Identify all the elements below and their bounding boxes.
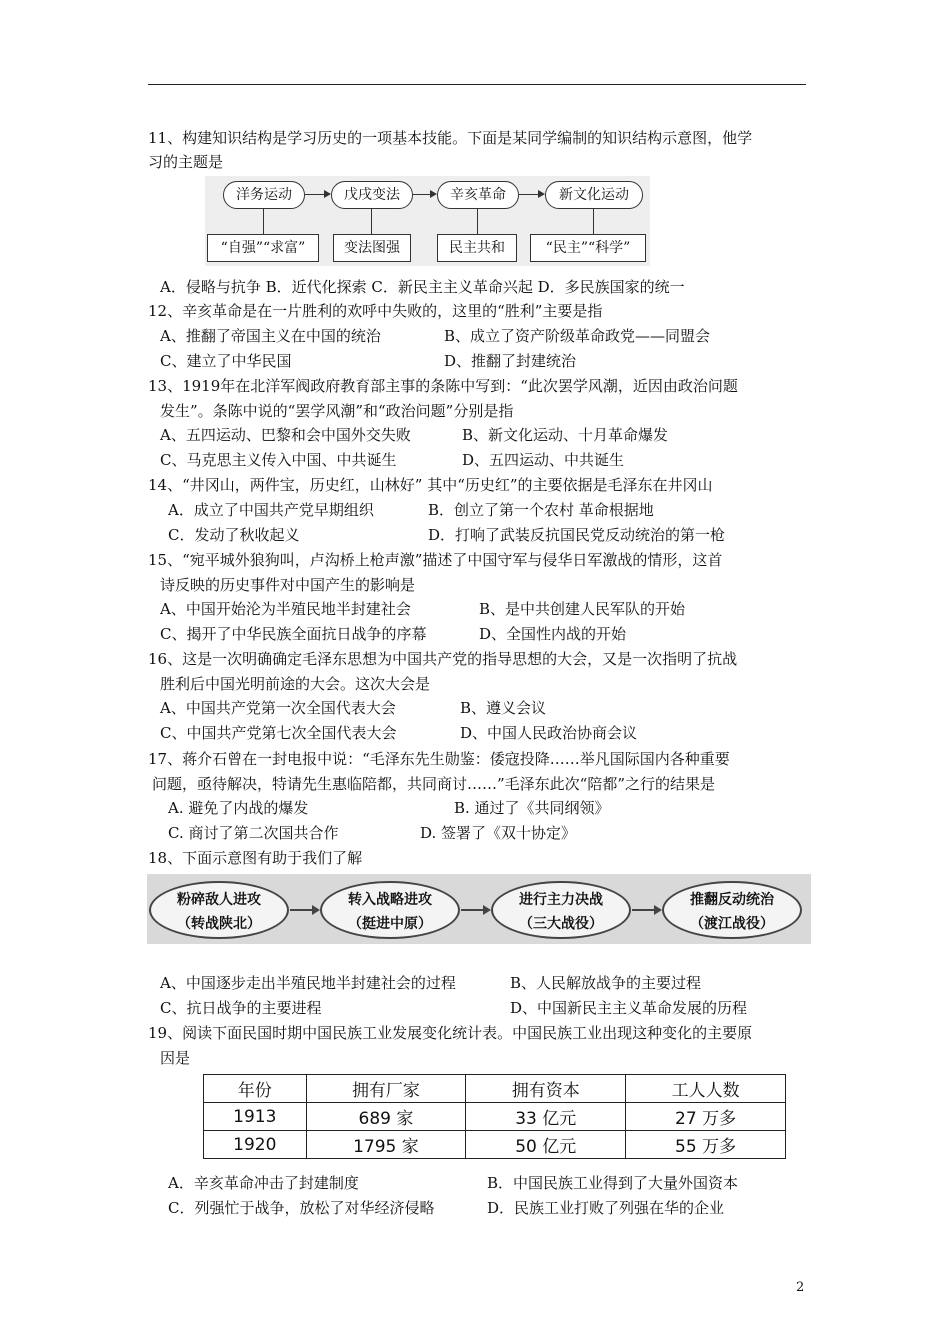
arrow-right-icon bbox=[632, 909, 660, 911]
q17-stem: 17、蒋介石曾在一封电报中说：“毛泽东先生勋鉴：倭寇投降……举凡国际国内各种重要 bbox=[148, 750, 730, 768]
q13-stem: 13、1919年在北洋军阀政府教育部主事的条陈中写到：“此次罢学风潮，近因由政治问题 bbox=[148, 377, 738, 395]
q19-option-a: A．辛亥革命冲击了封建制度 bbox=[168, 1174, 359, 1192]
table-cell: 50 亿元 bbox=[466, 1131, 626, 1159]
connector-line bbox=[371, 209, 372, 234]
table-cell: 1913 bbox=[204, 1103, 307, 1131]
diagram-box: 变法图强 bbox=[333, 234, 411, 262]
stage-oval bbox=[491, 881, 631, 939]
q11-knowledge-diagram bbox=[205, 176, 650, 266]
q13-option-d: D、五四运动、中共诞生 bbox=[462, 451, 625, 469]
q15-option-d: D、全国性内战的开始 bbox=[479, 625, 627, 643]
col-header: 工人人数 bbox=[626, 1075, 786, 1103]
q12-option-d: D、推翻了封建统治 bbox=[444, 352, 577, 370]
stage-oval bbox=[149, 881, 289, 939]
arrow-right-icon bbox=[413, 194, 435, 195]
q14-option-c: C．发动了秋收起义 bbox=[168, 526, 300, 544]
table-cell: 1920 bbox=[204, 1131, 307, 1159]
diagram-node: 新文化运动 bbox=[545, 181, 643, 209]
q18-war-process-diagram bbox=[147, 874, 811, 944]
q13-stem-cont: 发生”。条陈中说的“罢学风潮”和“政治问题”分别是指 bbox=[160, 402, 514, 420]
q12-option-a: A、推翻了帝国主义在中国的统治 bbox=[160, 327, 381, 345]
stage-title: 转入战略进攻 bbox=[348, 892, 432, 908]
table-cell: 55 万多 bbox=[626, 1131, 786, 1159]
q17-option-b: B. 通过了《共同纲领》 bbox=[454, 799, 610, 817]
q11-stem-cont: 习的主题是 bbox=[148, 153, 224, 171]
industry-stats-table bbox=[203, 1074, 786, 1159]
q13-option-b: B、新文化运动、十月革命爆发 bbox=[462, 426, 669, 444]
table-row bbox=[204, 1131, 786, 1159]
q12-option-c: C、建立了中华民国 bbox=[160, 352, 292, 370]
stage-subtitle: （挺进中原） bbox=[348, 916, 432, 932]
stage-subtitle: （渡江战役） bbox=[690, 916, 774, 932]
q19-option-b: B．中国民族工业得到了大量外国资本 bbox=[487, 1174, 739, 1192]
table-cell: 1795 家 bbox=[306, 1131, 466, 1159]
q16-stem-cont: 胜利后中国光明前途的大会。这次大会是 bbox=[160, 675, 431, 693]
table-header-row bbox=[204, 1075, 786, 1103]
stage-oval bbox=[662, 881, 802, 939]
q16-option-b: B、遵义会议 bbox=[460, 699, 547, 717]
q14-option-d: D．打响了武装反抗国民党反动统治的第一枪 bbox=[428, 526, 726, 544]
q18-option-d: D、中国新民主主义革命发展的历程 bbox=[510, 999, 748, 1017]
q13-option-c: C、马克思主义传入中国、中共诞生 bbox=[160, 451, 397, 469]
diagram-node: 戊戌变法 bbox=[331, 181, 413, 209]
q17-option-c: C. 商讨了第二次国共合作 bbox=[168, 824, 339, 842]
q11-stem: 11、构建知识结构是学习历史的一项基本技能。下面是某同学编制的知识结构示意图，他学 bbox=[148, 129, 753, 147]
stage-title: 粉碎敌人进攻 bbox=[177, 892, 261, 908]
col-header: 拥有资本 bbox=[466, 1075, 626, 1103]
q18-stem: 18、下面示意图有助于我们了解 bbox=[148, 849, 363, 867]
q16-stem: 16、这是一次明确确定毛泽东思想为中国共产党的指导思想的大会，又是一次指明了抗战 bbox=[148, 650, 738, 668]
q18-option-a: A、中国逐步走出半殖民地半封建社会的过程 bbox=[160, 974, 456, 992]
q17-option-d: D. 签署了《双十协定》 bbox=[420, 824, 577, 842]
q16-option-c: C、中国共产党第七次全国代表大会 bbox=[160, 724, 397, 742]
diagram-box: “自强”“求富” bbox=[207, 234, 319, 262]
q16-option-d: D、中国人民政治协商会议 bbox=[460, 724, 638, 742]
diagram-node: 洋务运动 bbox=[223, 181, 305, 209]
q12-stem: 12、辛亥革命是在一片胜利的欢呼中失败的，这里的“胜利”主要是指 bbox=[148, 302, 603, 320]
q15-stem-cont: 诗反映的历史事件对中国产生的影响是 bbox=[160, 576, 416, 594]
q15-stem: 15、“宛平城外狼狗叫，卢沟桥上枪声激”描述了中国守军与侵华日军激战的情形，这首 bbox=[148, 551, 723, 569]
diagram-box: 民主共和 bbox=[437, 234, 517, 262]
q13-option-a: A、五四运动、巴黎和会中国外交失败 bbox=[160, 426, 411, 444]
stage-subtitle: （三大战役） bbox=[519, 916, 603, 932]
page-number: 2 bbox=[796, 1280, 805, 1295]
table-cell: 689 家 bbox=[306, 1103, 466, 1131]
q19-option-c: C．列强忙于战争，放松了对华经济侵略 bbox=[168, 1199, 435, 1217]
q12-option-b: B、成立了资产阶级革命政党——同盟会 bbox=[444, 327, 711, 345]
q16-option-a: A、中国共产党第一次全国代表大会 bbox=[160, 699, 396, 717]
table-row bbox=[204, 1103, 786, 1131]
col-header: 年份 bbox=[204, 1075, 307, 1103]
table-cell: 33 亿元 bbox=[466, 1103, 626, 1131]
arrow-right-icon bbox=[519, 194, 543, 195]
q15-option-c: C、揭开了中华民族全面抗日战争的序幕 bbox=[160, 625, 427, 643]
col-header: 拥有厂家 bbox=[306, 1075, 466, 1103]
stage-oval bbox=[320, 881, 460, 939]
connector-line bbox=[263, 209, 264, 234]
q18-option-c: C、抗日战争的主要进程 bbox=[160, 999, 322, 1017]
arrow-right-icon bbox=[305, 194, 329, 195]
q17-option-a: A. 避免了内战的爆发 bbox=[168, 799, 309, 817]
q11-options: A．侵略与抗争 B．近代化探索 C．新民主主义革命兴起 D．多民族国家的统一 bbox=[160, 278, 685, 296]
stage-title: 进行主力决战 bbox=[519, 892, 603, 908]
q19-option-d: D．民族工业打败了列强在华的企业 bbox=[487, 1199, 725, 1217]
arrow-right-icon bbox=[461, 909, 489, 911]
stage-subtitle: （转战陕北） bbox=[177, 916, 261, 932]
q15-option-b: B、是中共创建人民军队的开始 bbox=[479, 600, 686, 618]
q15-option-a: A、中国开始沦为半殖民地半封建社会 bbox=[160, 600, 411, 618]
q14-option-a: A．成立了中国共产党早期组织 bbox=[168, 501, 374, 519]
diagram-box: “民主”“科学” bbox=[530, 234, 646, 262]
q14-stem: 14、“井冈山，两件宝，历史红，山林好” 其中“历史红”的主要依据是毛泽东在井冈山 bbox=[148, 476, 713, 494]
header-rule bbox=[148, 84, 806, 85]
connector-line bbox=[593, 209, 594, 234]
q19-stem: 19、阅读下面民国时期中国民族工业发展变化统计表。中国民族工业出现这种变化的主要原 bbox=[148, 1024, 753, 1042]
q17-stem-cont: 问题，亟待解决，特请先生惠临陪都，共同商讨……”毛泽东此次“陪都”之行的结果是 bbox=[152, 775, 716, 793]
q18-option-b: B、人民解放战争的主要过程 bbox=[510, 974, 702, 992]
q14-option-b: B．创立了第一个农村 革命根据地 bbox=[428, 501, 654, 519]
arrow-right-icon bbox=[290, 909, 318, 911]
connector-line bbox=[477, 209, 478, 234]
stage-title: 推翻反动统治 bbox=[690, 892, 774, 908]
q19-stem-cont: 因是 bbox=[160, 1049, 191, 1067]
diagram-node: 辛亥革命 bbox=[437, 181, 519, 209]
table-cell: 27 万多 bbox=[626, 1103, 786, 1131]
